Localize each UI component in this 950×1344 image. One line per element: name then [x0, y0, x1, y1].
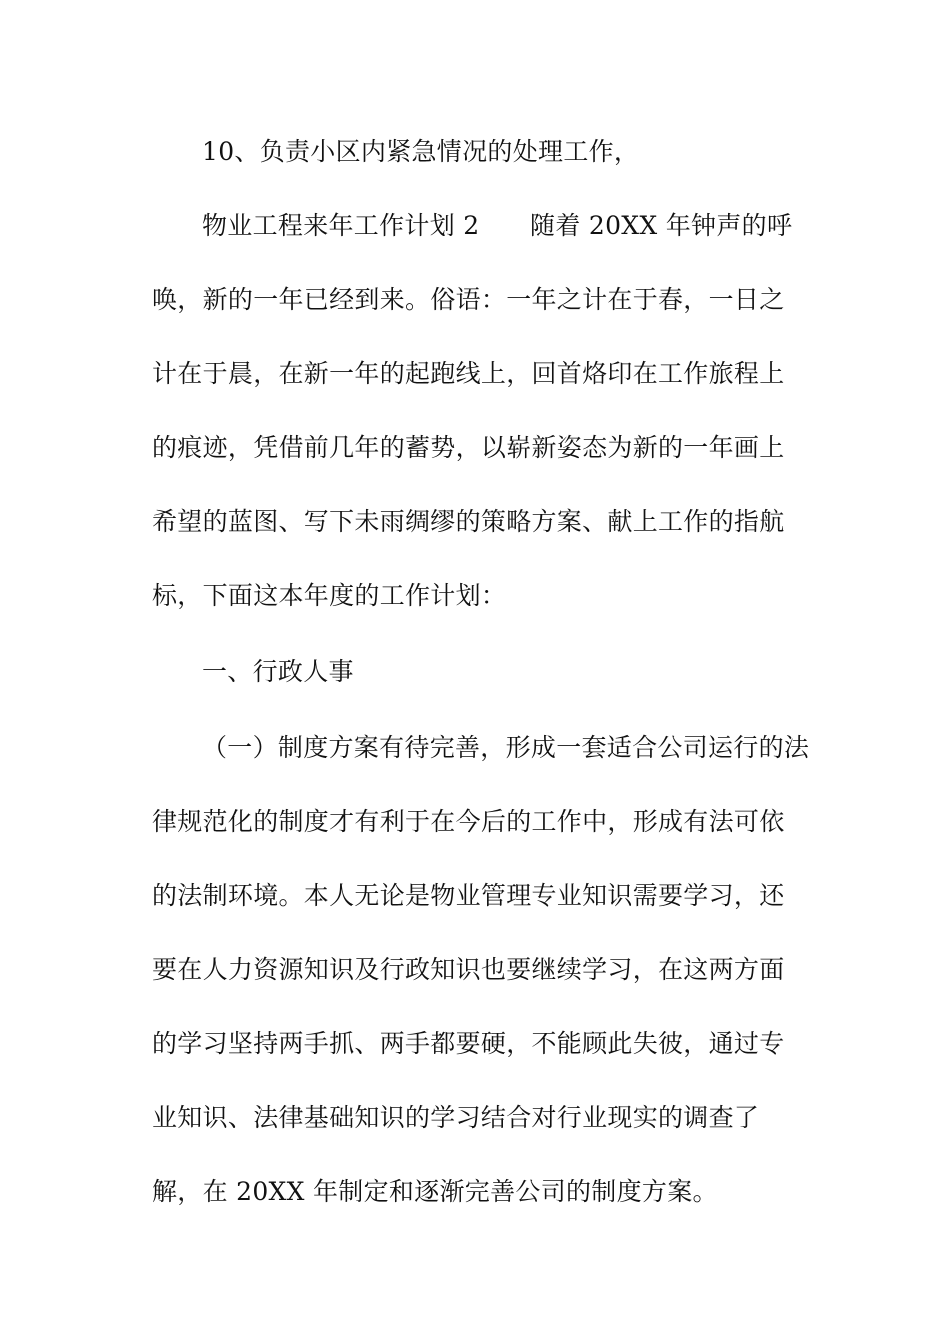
paragraph-line: 业知识、法律基础知识的学习结合对行业现实的调查了 [152, 1103, 760, 1132]
paragraph-line: 唤，新的一年已经到来。俗语：一年之计在于春，一日之 [152, 285, 785, 314]
section-heading: 一、行政人事 [202, 657, 354, 686]
paragraph-line: 计在于晨，在新一年的起跑线上，回首烙印在工作旅程上 [152, 359, 785, 388]
paragraph-line: 的痕迹，凭借前几年的蓄势，以崭新姿态为新的一年画上 [152, 433, 785, 462]
paragraph-line: 物业工程来年工作计划 2 随着 20XX 年钟声的呼 [202, 211, 793, 240]
paragraph-line: 的学习坚持两手抓、两手都要硬，不能顾此失彼，通过专 [152, 1029, 785, 1058]
paragraph-line: 律规范化的制度才有利于在今后的工作中，形成有法可依 [152, 807, 785, 836]
paragraph-line: 希望的蓝图、写下未雨绸缪的策略方案、献上工作的指航 [152, 507, 785, 536]
paragraph-line: 标，下面这本年度的工作计划： [152, 581, 507, 610]
paragraph-line: 要在人力资源知识及行政知识也要继续学习，在这两方面 [152, 955, 785, 984]
paragraph-line: 的法制环境。本人无论是物业管理专业知识需要学习，还 [152, 881, 785, 910]
paragraph-line: （一）制度方案有待完善，形成一套适合公司运行的法 [202, 733, 810, 762]
paragraph-line: 10、负责小区内紧急情况的处理工作， [202, 137, 640, 166]
paragraph-line: 解，在 20XX 年制定和逐渐完善公司的制度方案。 [152, 1177, 718, 1206]
